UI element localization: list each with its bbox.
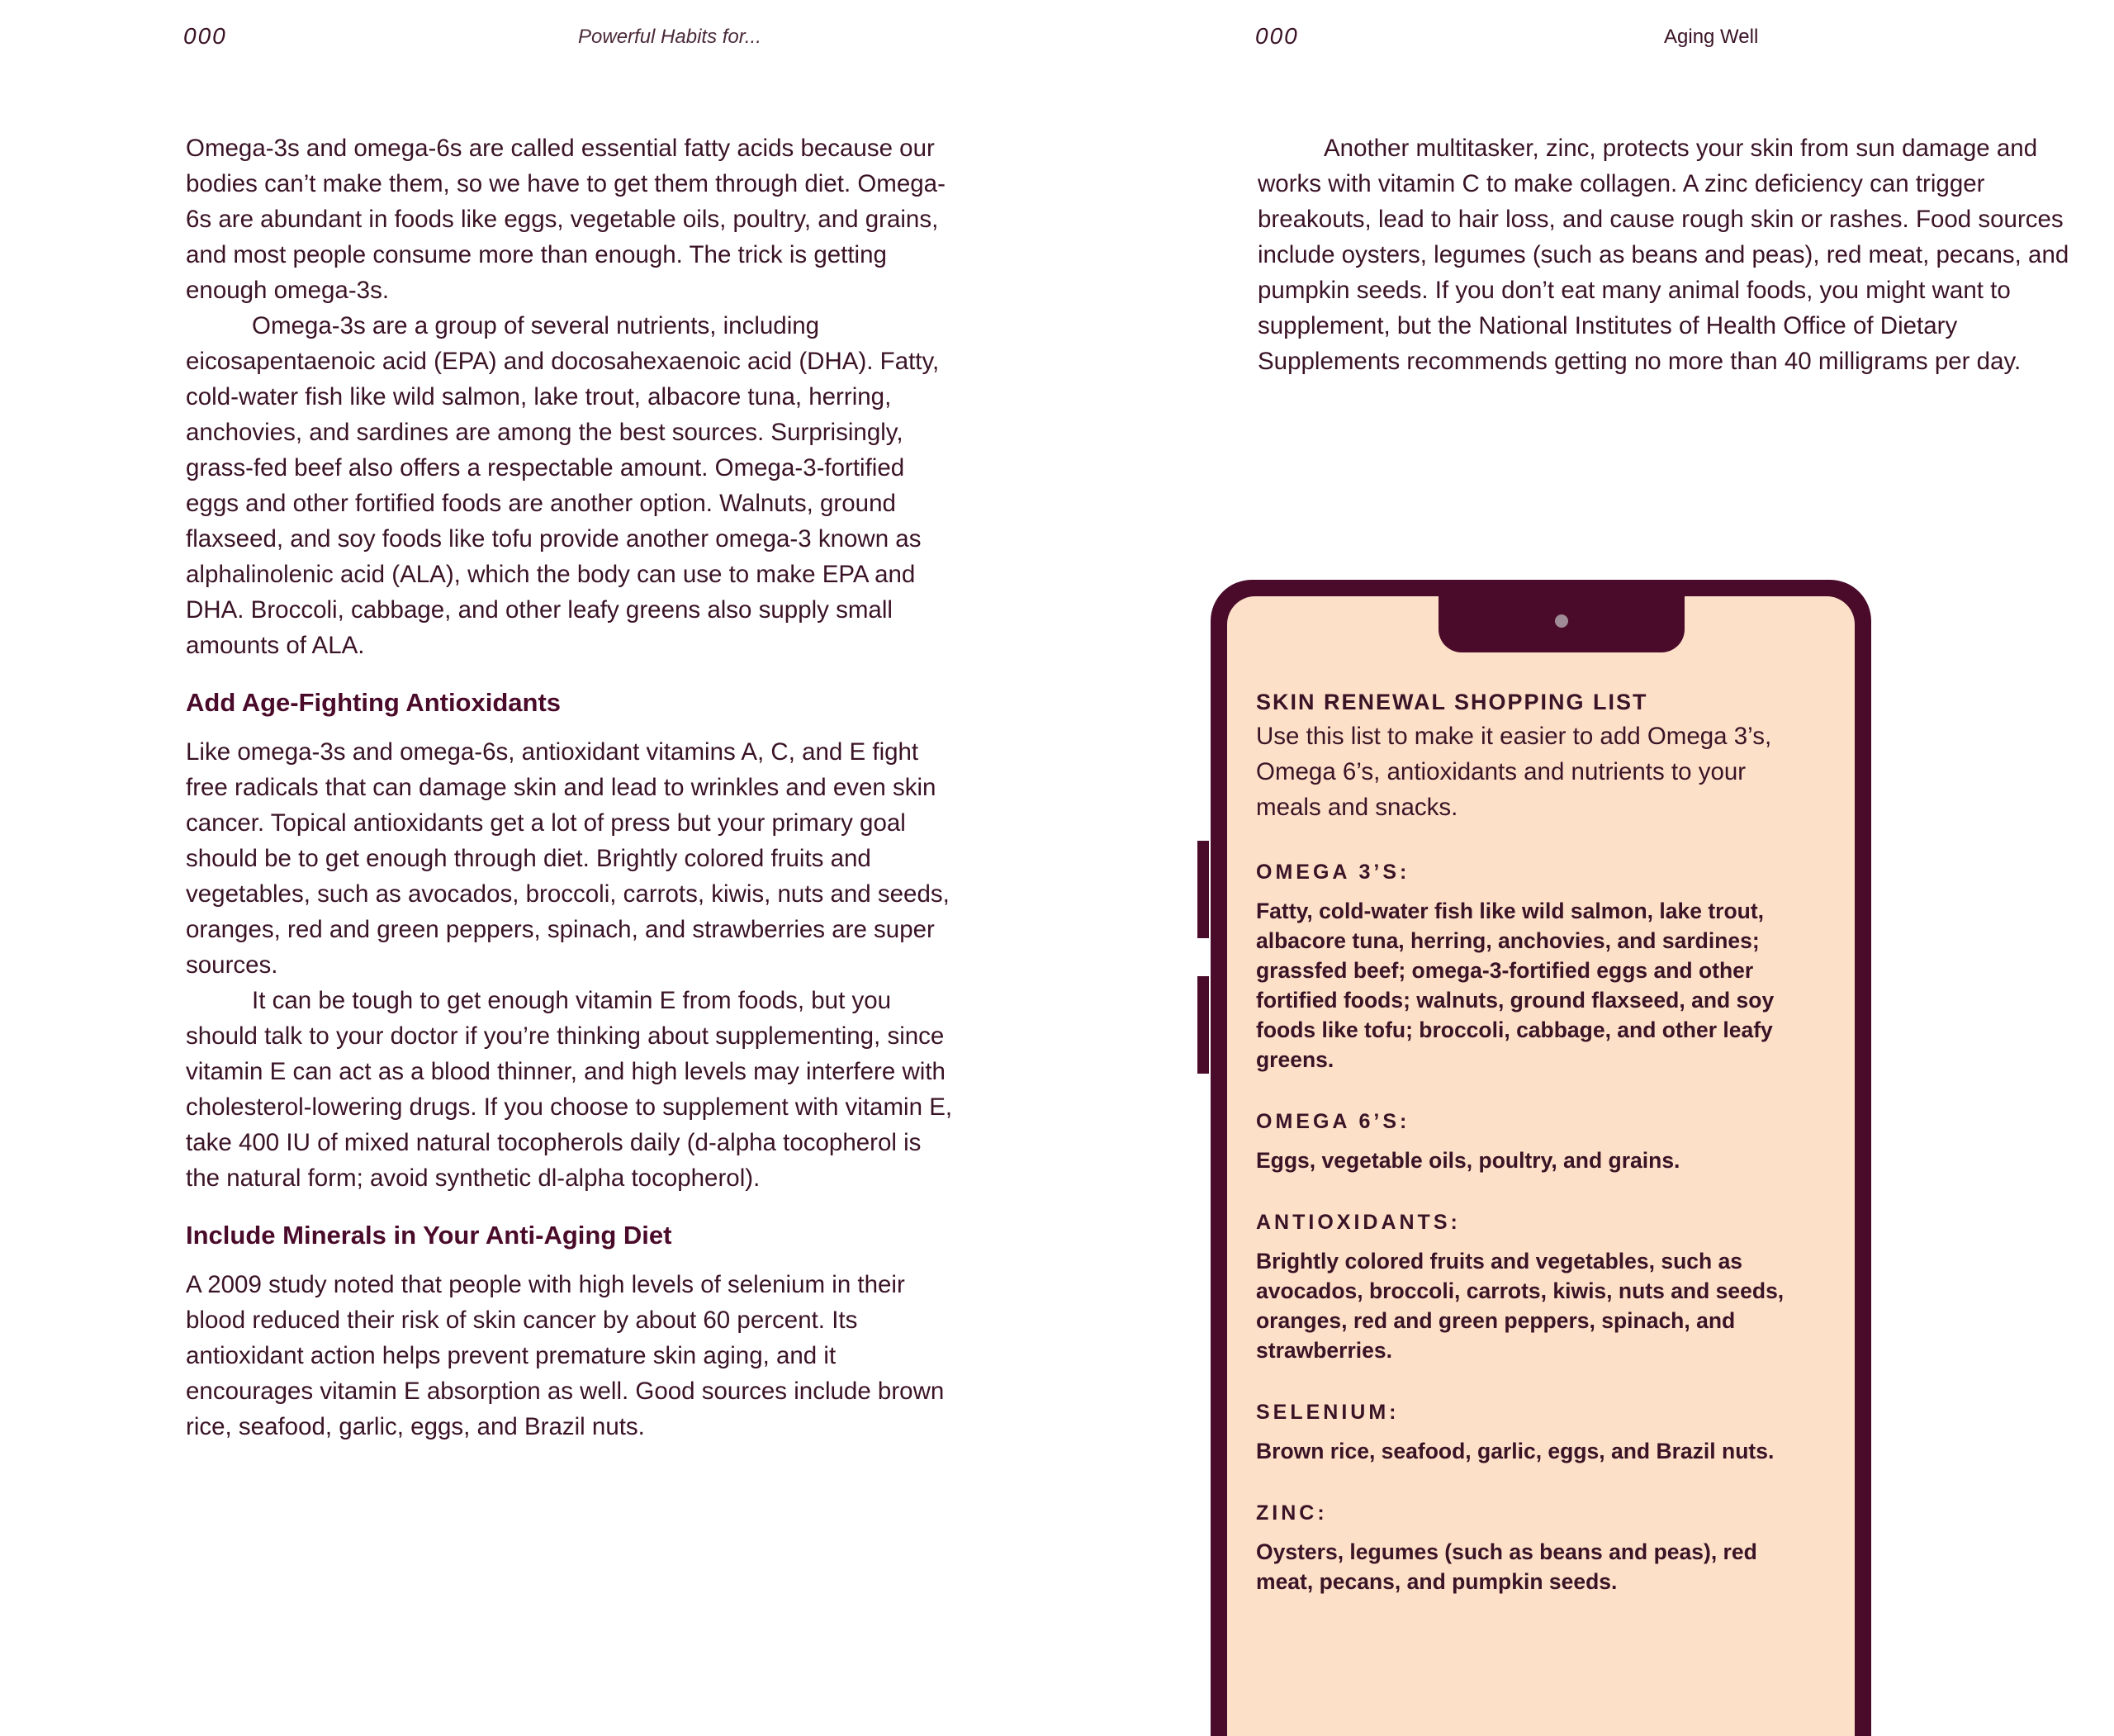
left-body-column bbox=[186, 130, 954, 1444]
section-heading-minerals: Include Minerals in Your Anti-Aging Diet bbox=[186, 1221, 672, 1250]
list-item bbox=[1256, 1108, 1801, 1175]
list-item-text: Oysters, legumes (such as beans and peas), red meat, pecans, and pumpkin seeds. bbox=[1256, 1539, 1757, 1594]
phone-side-button bbox=[1197, 976, 1209, 1074]
list-item-text: Brightly colored fruits and vegetables, such as avocados, broccoli, carrots, kiwis, nuts and seeds, oranges, red and green peppers, spinach, and strawberries. bbox=[1256, 1249, 1785, 1363]
list-item-label: ANTIOXIDANTS: bbox=[1256, 1211, 1461, 1234]
sidebar-intro: Use this list to make it easier to add Omega 3’s, Omega 6’s, antioxidants and nutrients to your meals and snacks. bbox=[1256, 723, 1772, 821]
body-paragraph: Another multitasker, zinc, protects your skin from sun damage and works with vitamin C to make collagen. A zinc deficiency can trigger breakouts, lead to hair loss, and cause rough skin or rashes. Food sources include oysters, legumes (such as beans and peas), red meat, pecans, and pumpkin seeds. If you don’t eat many animal foods, you might want to supplement, but the National Institutes of Health Office of Dietary Supplements recommends getting no more than 40 milligrams per day. bbox=[1258, 135, 2069, 375]
list-item-label: SELENIUM: bbox=[1256, 1401, 1400, 1424]
right-running-head: Aging Well bbox=[1664, 26, 1759, 48]
list-item bbox=[1256, 1398, 1801, 1466]
section-heading-antioxidants: Add Age-Fighting Antioxidants bbox=[186, 688, 562, 717]
body-paragraph: It can be tough to get enough vitamin E from foods, but you should talk to your doctor if you’re thinking about supplementing, since vitamin E can act as a blood thinner, and high levels may interfere with cholesterol-lowering drugs. If you choose to supplement with vitamin E, take 400 IU of mixed natural tocopherols daily (d-alpha tocopherol is the natural form; avoid synthetic dl-alpha tocopherol). bbox=[186, 987, 953, 1192]
shopping-list-sidebar bbox=[1256, 687, 1801, 1596]
body-paragraph: Omega-3s and omega-6s are called essential fatty acids because our bodies can’t make them, so we have to get them through diet. Omega-6s are abundant in foods like eggs, vegetable oils, poultry, and grains, and most people consume more than enough. The trick is getting enough omega-3s. bbox=[186, 135, 946, 304]
list-item-text: Eggs, vegetable oils, poultry, and grains. bbox=[1256, 1148, 1680, 1173]
list-item-label: ZINC: bbox=[1256, 1501, 1328, 1525]
list-item-label: OMEGA 3’S: bbox=[1256, 861, 1410, 884]
phone-notch bbox=[1439, 596, 1685, 652]
right-folio: 000 bbox=[1255, 23, 1299, 49]
body-paragraph: A 2009 study noted that people with high levels of selenium in their blood reduced their risk of skin cancer by about 60 percent. Its antioxidant action helps prevent premature skin aging, and it encourages vitamin E absorption as well. Good sources include brown rice, seafood, garlic, eggs, and Brazil nuts. bbox=[186, 1271, 945, 1440]
list-item bbox=[1256, 858, 1801, 1074]
camera-icon bbox=[1555, 614, 1568, 628]
list-item-text: Fatty, cold-water fish like wild salmon, lake trout, albacore tuna, herring, anchovies, and sardines; grassfed beef; omega-3-fortified eggs and other fortified foods; walnuts, ground flaxseed, and soy foods like tofu; broccoli, cabbage, and other leafy greens. bbox=[1256, 899, 1775, 1072]
left-folio: 000 bbox=[183, 23, 227, 49]
sidebar-title: SKIN RENEWAL SHOPPING LIST bbox=[1256, 690, 1648, 714]
list-item bbox=[1256, 1499, 1801, 1596]
right-body-column bbox=[1258, 130, 2083, 379]
left-running-head: Powerful Habits for... bbox=[578, 26, 761, 48]
list-item bbox=[1256, 1208, 1801, 1365]
left-page bbox=[0, 0, 1057, 1691]
body-paragraph: Like omega-3s and omega-6s, antioxidant vitamins A, C, and E fight free radicals that can damage skin and lead to wrinkles and even skin cancer. Topical antioxidants get a lot of press but your primary goal should be to get enough through diet. Brightly colored fruits and vegetables, such as avocados, broccoli, carrots, kiwis, nuts and seeds, oranges, red and green peppers, spinach, and strawberries are super sources. bbox=[186, 738, 950, 979]
body-paragraph: Omega-3s are a group of several nutrients, including eicosapentaenoic acid (EPA) and docosahexaenoic acid (DHA). Fatty, cold-water fish like wild salmon, lake trout, albacore tuna, herring, anchovies, and sardines are among the best sources. Surprisingly, grass-fed beef also offers a respectable amount. Omega-3-fortified eggs and other fortified foods are another option. Walnuts, ground flaxseed, and soy foods like tofu provide another omega-3 known as alphalinolenic acid (ALA), which the body can use to make EPA and DHA. Broccoli, cabbage, and other leafy greens also supply small amounts of ALA. bbox=[186, 312, 940, 659]
list-item-text: Brown rice, seafood, garlic, eggs, and Brazil nuts. bbox=[1256, 1439, 1775, 1463]
phone-side-button bbox=[1197, 841, 1209, 938]
list-item-label: OMEGA 6’S: bbox=[1256, 1110, 1410, 1133]
